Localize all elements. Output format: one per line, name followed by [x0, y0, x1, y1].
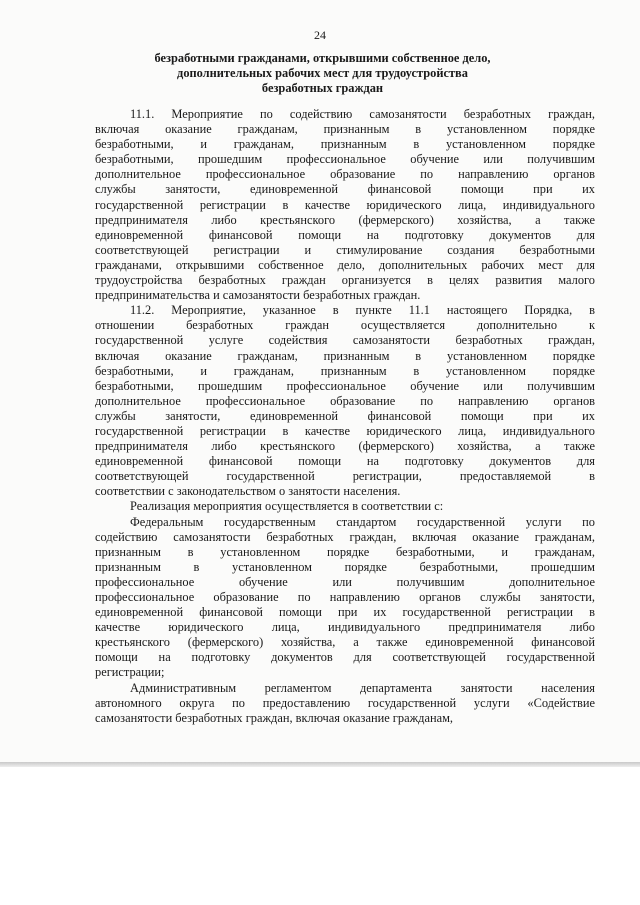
paragraph [95, 499, 595, 514]
text-line: самозанятости безработных граждан, включая оказание гражданам, [95, 710, 454, 725]
paragraph [95, 107, 595, 303]
text-line: единовременной финансовой помощи при их государственной регистрации в [95, 605, 595, 620]
text-line: предпринимателя либо крестьянского (фермерского) хозяйства, а также [95, 212, 595, 227]
text-line: службы занятости, единовременной финансовой помощи при их [95, 182, 595, 197]
text-line: единовременной финансовой помощи на подготовку документов для [95, 227, 595, 242]
document-body [95, 107, 595, 726]
text-line: 11.2. Мероприятие, указанное в пункте 11.1 настоящего Порядка, в [130, 303, 595, 318]
text-line: безработными, и гражданам, признанным в установленном порядке [95, 137, 595, 152]
text-line: включая оказание гражданам, признанным в установленном порядке [95, 348, 595, 363]
text-line: профессиональное обучение или получившим дополнительное [95, 574, 595, 589]
text-line: помощи на подготовку документов для соответствующей государственной [95, 650, 595, 665]
text-line: Реализация мероприятия осуществляется в соответствии с: [130, 499, 444, 514]
text-line: безработными, прошедшим профессиональное обучение или получившим [95, 378, 595, 393]
text-line: крестьянского (фермерского) хозяйства, а также единовременной финансовой [95, 635, 595, 650]
text-line: единовременной финансовой помощи на подготовку документов для [95, 454, 595, 469]
text-line: 11.1. Мероприятие по содействию самозанятости безработных граждан, [130, 107, 595, 121]
text-line: гражданами, открывшими собственное дело, дополнительных рабочих мест для [95, 257, 595, 272]
heading-line: дополнительных рабочих мест для трудоустройства [177, 66, 468, 81]
paragraph [95, 303, 595, 499]
text-line: признанным в установленном порядке безработными, и гражданам, [95, 544, 595, 559]
text-line: предпринимателя либо крестьянского (фермерского) хозяйства, а также [95, 439, 595, 454]
text-line: соответствующей государственной регистрации, предоставляемой в [95, 469, 595, 484]
text-line: дополнительное профессиональное образование по направлению органов [95, 393, 595, 408]
text-line: Административным регламентом департамента занятости населения [130, 680, 595, 695]
text-line: регистрации; [95, 665, 165, 680]
heading-line: безработных граждан [261, 81, 384, 96]
heading-line: безработными гражданами, открывшими собственное дело, [154, 51, 491, 65]
text-line: включая оказание гражданам, признанным в установленном порядке [95, 122, 595, 137]
text-line: дополнительное профессиональное образование по направлению органов [95, 167, 595, 182]
text-line: предпринимательства и самозанятости безработных граждан. [95, 288, 421, 303]
text-line: автономного округа по предоставлению государственной услуги «Содействие [95, 695, 595, 710]
text-line: государственной услуге содействия самозанятости безработных граждан, [95, 333, 595, 348]
text-line: соответствии с законодательством о занятости населения. [95, 484, 401, 499]
text-line: государственной регистрации в качестве юридического лица, индивидуального [95, 197, 595, 212]
text-line: трудоустройства безработных граждан организуется в целях развития малого [95, 273, 595, 288]
text-line: Федеральным государственным стандартом государственной услуги по [130, 514, 595, 529]
text-line: безработными, прошедшим профессиональное обучение или получившим [95, 152, 595, 167]
text-line: службы занятости, единовременной финансовой помощи при их [95, 408, 595, 423]
text-line: содействию самозанятости безработных граждан, включая оказание гражданам, [95, 529, 595, 544]
text-line: безработными, и гражданам, признанным в установленном порядке [95, 363, 595, 378]
text-line: государственной регистрации в качестве юридического лица, индивидуального [95, 423, 595, 438]
text-line: соответствующей регистрации и стимулирование создания безработными [95, 242, 595, 257]
text-line: профессиональное образование по направлению органов службы занятости, [95, 590, 595, 604]
page-number: 24 [314, 28, 326, 42]
text-line: качестве юридического лица, индивидуального предпринимателя либо [95, 620, 595, 635]
text-line: отношении безработных граждан осуществляется дополнительно к [95, 318, 595, 333]
text-line: признанным в установленном порядке безработными, прошедшим [95, 559, 595, 574]
scan-edge-shadow [0, 762, 640, 767]
section-heading [100, 51, 545, 97]
paragraph [95, 515, 595, 681]
paragraph [95, 681, 595, 726]
